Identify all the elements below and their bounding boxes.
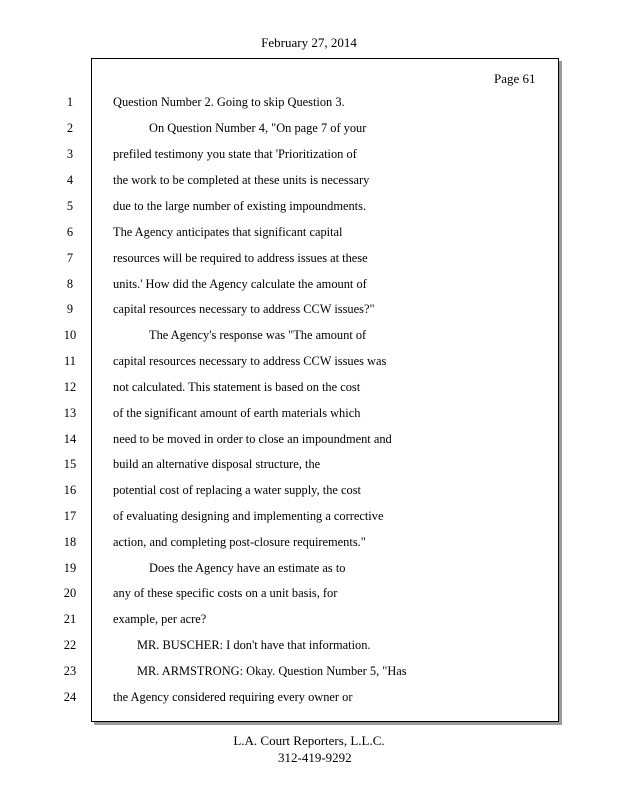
line-number: 13 [63, 406, 77, 420]
line-text: On Question Number 4, "On page 7 of your [149, 121, 367, 135]
line-text: due to the large number of existing impoundments. [113, 199, 367, 213]
header-date: February 27, 2014 [261, 35, 357, 50]
line-number: 23 [63, 664, 77, 678]
line-number: 10 [63, 328, 77, 342]
line-text: action, and completing post-closure requirements." [113, 535, 366, 549]
line-number: 4 [66, 173, 74, 187]
line-text: build an alternative disposal structure, the [113, 457, 321, 471]
line-text: Does the Agency have an estimate as to [149, 561, 346, 575]
line-number: 8 [66, 277, 74, 291]
line-number: 16 [63, 483, 77, 497]
line-text: potential cost of replacing a water supply, the cost [113, 483, 361, 497]
line-text: MR. BUSCHER: I don't have that information. [137, 638, 371, 652]
footer-phone: 312-419-9292 [278, 750, 352, 765]
line-text: The Agency anticipates that significant capital [113, 225, 343, 239]
line-number: 21 [63, 612, 77, 626]
line-number: 11 [64, 354, 76, 368]
line-number: 2 [66, 121, 74, 135]
line-text: Question Number 2. Going to skip Question 3. [113, 95, 345, 109]
line-number: 15 [63, 457, 77, 471]
line-number: 5 [66, 199, 74, 213]
line-number: 20 [63, 586, 77, 600]
line-number: 24 [63, 690, 77, 704]
line-number: 3 [66, 147, 74, 161]
line-text: of evaluating designing and implementing a corrective [113, 509, 384, 523]
line-number: 14 [63, 432, 77, 446]
line-text: prefiled testimony you state that 'Prioritization of [113, 147, 357, 161]
line-text: MR. ARMSTRONG: Okay. Question Number 5, "Has [137, 664, 407, 678]
line-text: units.' How did the Agency calculate the amount of [113, 277, 367, 291]
line-number: 19 [63, 561, 77, 575]
line-number: 6 [66, 225, 74, 239]
line-text: any of these specific costs on a unit basis, for [113, 586, 338, 600]
line-number: 9 [66, 302, 74, 316]
line-text: not calculated. This statement is based on the cost [113, 380, 361, 394]
line-number: 1 [66, 95, 74, 109]
line-text: resources will be required to address issues at these [113, 251, 368, 265]
line-text: The Agency's response was "The amount of [149, 328, 367, 342]
line-number: 7 [66, 251, 74, 265]
line-number: 17 [63, 509, 77, 523]
footer-firm-name: L.A. Court Reporters, L.L.C. [233, 733, 385, 748]
page-number: Page 61 [494, 71, 536, 86]
line-number: 12 [63, 380, 77, 394]
line-number: 18 [63, 535, 77, 549]
line-text: capital resources necessary to address CCW issues was [113, 354, 387, 368]
line-text: example, per acre? [113, 612, 207, 626]
line-number: 22 [63, 638, 77, 652]
line-text: the Agency considered requiring every owner or [113, 690, 353, 704]
line-text: capital resources necessary to address CCW issues?" [113, 302, 375, 316]
line-text: of the significant amount of earth materials which [113, 406, 361, 420]
line-text: the work to be completed at these units is necessary [113, 173, 370, 187]
line-text: need to be moved in order to close an impoundment and [113, 432, 392, 446]
